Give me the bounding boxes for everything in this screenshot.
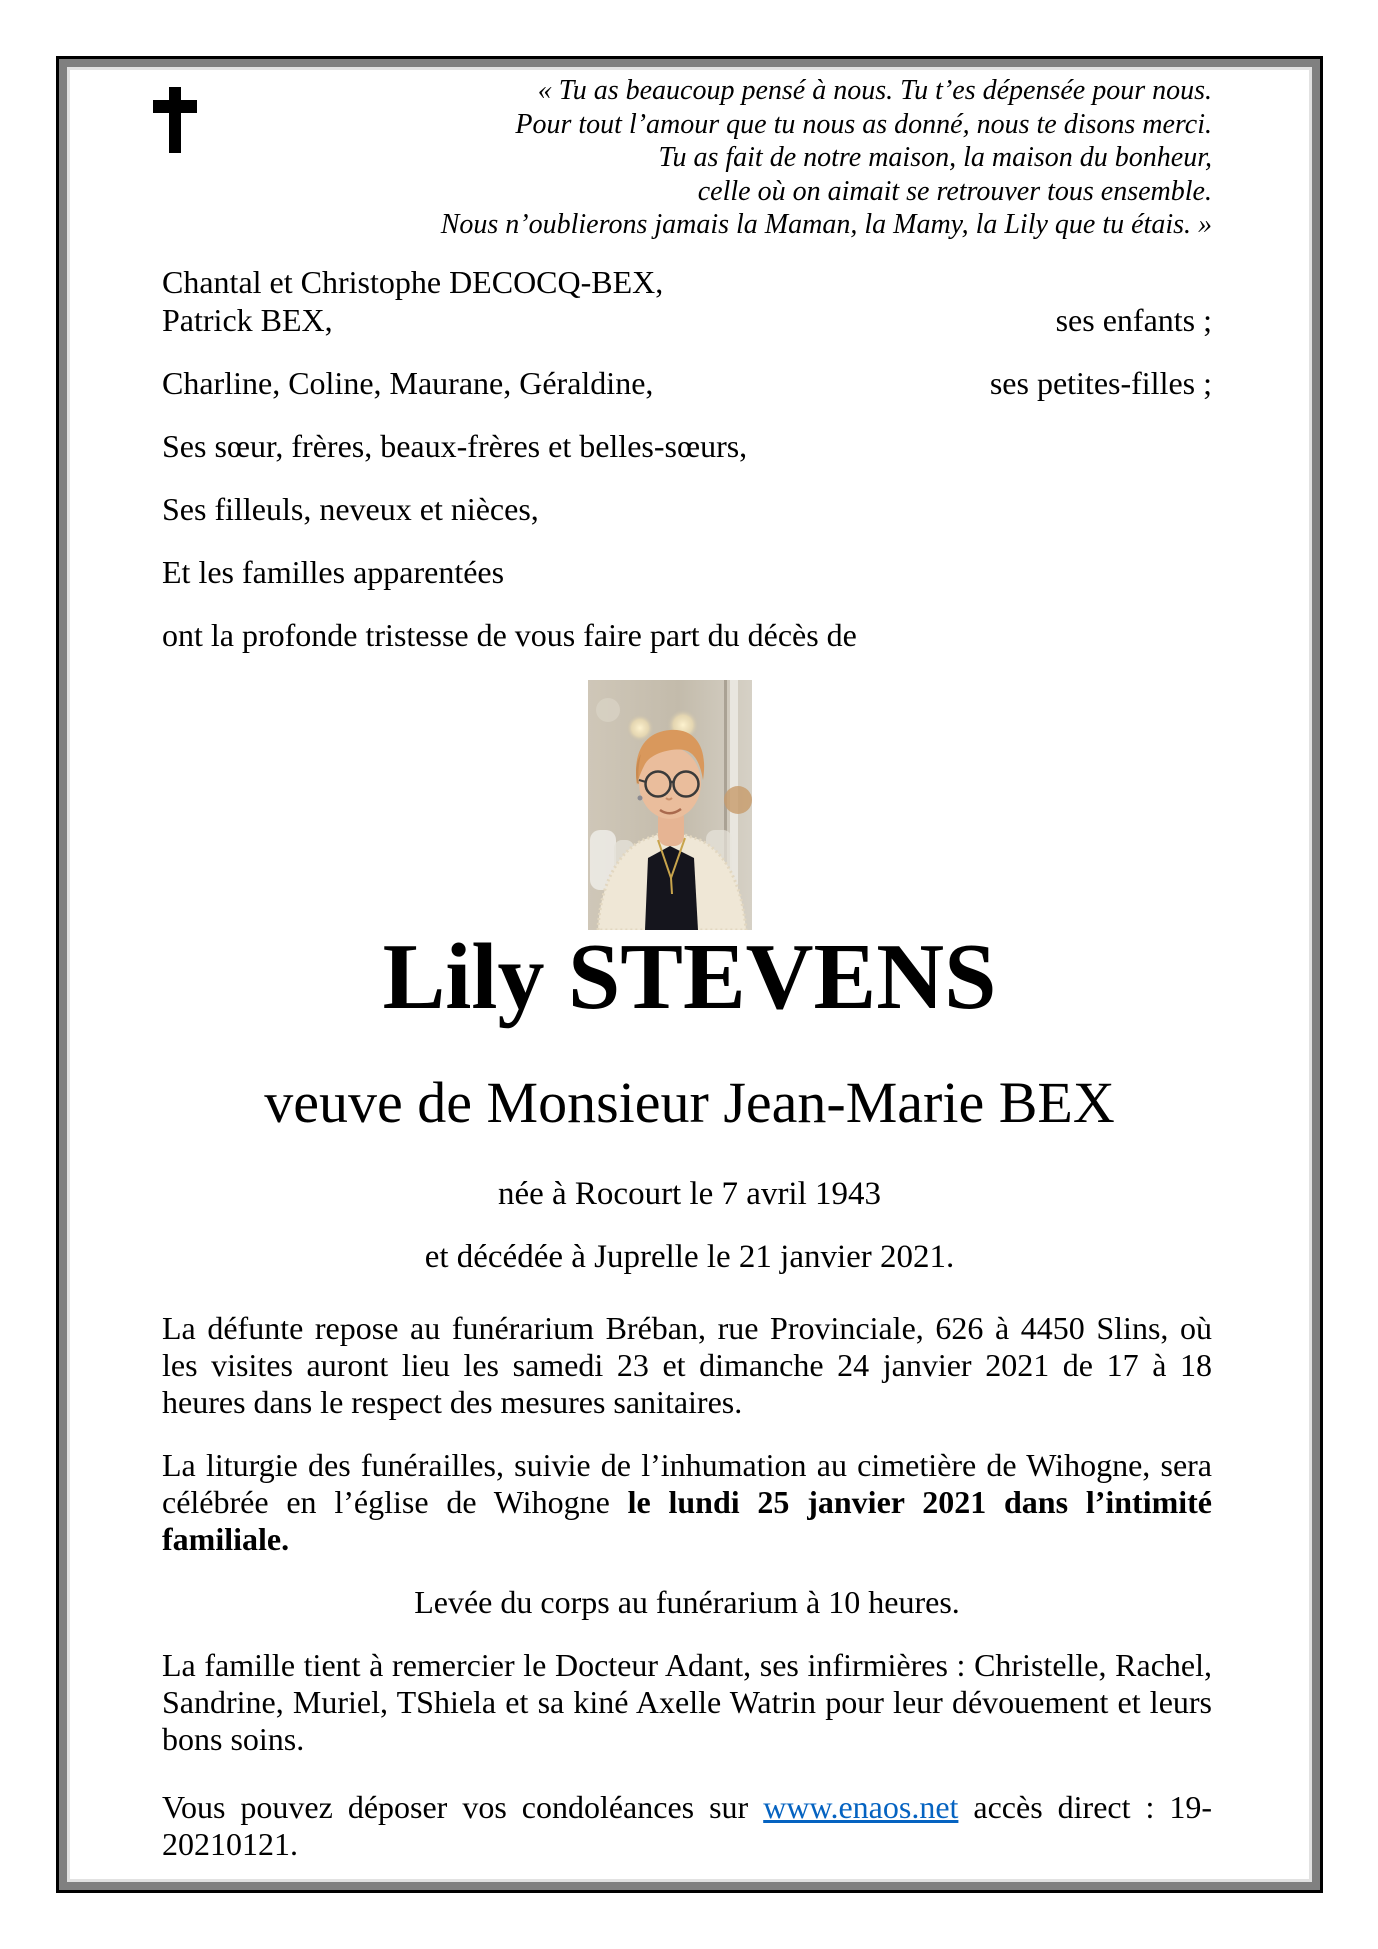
family-names: Ses sœur, frères, beaux-frères et belles-sœurs, (162, 428, 748, 464)
family-names: Et les familles apparentées (162, 554, 505, 590)
widow-line: veuve de Monsieur Jean-Marie BEX (264, 1070, 1115, 1135)
deceased-name: Lily STEVENS (382, 925, 997, 1029)
frame-gray-band (59, 59, 1320, 1890)
family-row (162, 553, 1212, 591)
liturgy-date-bold: le lundi 25 janvier 2021 dans l’intimité familiale. (162, 1484, 1213, 1557)
family-list (162, 263, 1212, 654)
family-names: Ses filleuls, neveux et nièces, (162, 491, 539, 527)
family-row (162, 427, 1212, 465)
condolences-paragraph (162, 1789, 1212, 1863)
announcement-intro-text: ont la profonde tristesse de vous faire part du décès de (162, 617, 857, 653)
family-relation: ses petites-filles ; (989, 365, 1212, 401)
epigraph-line: celle où on aimait se retrouver tous ensemble. (697, 175, 1212, 207)
decorative-frame (56, 56, 1323, 1893)
portrait-photo (588, 680, 752, 930)
epigraph-line: Nous n’oublierons jamais la Maman, la Mamy, la Lily que tu étais. » (440, 209, 1212, 240)
family-names: Patrick BEX, (162, 302, 333, 338)
epigraph-line: « Tu as beaucoup pensé à nous. Tu t’es dépensée pour nous. (537, 75, 1212, 106)
family-row (162, 364, 1212, 402)
epigraph-quote (260, 74, 1212, 242)
family-row (162, 490, 1212, 528)
family-row (162, 301, 1212, 339)
frame-inner-line (67, 67, 1312, 1882)
birth-line: née à Rocourt le 7 avril 1943 (497, 1176, 882, 1212)
family-names: Chantal et Christophe DECOCQ-BEX, (162, 264, 664, 300)
family-relation: ses enfants ; (1055, 302, 1212, 338)
death-line: et décédée à Juprelle le 21 janvier 2021. (424, 1239, 955, 1275)
family-row (162, 263, 1212, 301)
epigraph-line: Pour tout l’amour que tu nous as donné, nous te disons merci. (515, 108, 1212, 140)
liturgy-text: La liturgie des funérailles, suivie de l’inhumation au cimetière de Wihogne, sera célébrée en l’église de Wihogne (162, 1447, 1212, 1520)
family-names: Charline, Coline, Maurane, Géraldine, (162, 365, 654, 401)
enaos-link[interactable]: www.enaos.net (763, 1789, 959, 1825)
liturgy-paragraph (162, 1447, 1212, 1558)
condolences-text: Vous pouvez déposer vos condoléances sur (162, 1789, 764, 1825)
latin-cross-icon (153, 87, 197, 153)
levee-line: Levée du corps au funérarium à 10 heures. (414, 1584, 960, 1620)
announcement-intro-line (162, 616, 1212, 654)
condolences-access-code: accès direct : 19-20210121. (162, 1789, 1213, 1862)
announcement-content (70, 70, 1309, 1879)
repose-paragraph: La défunte repose au funérarium Bréban, rue Provinciale, 626 à 4450 Slins, où les visites auront lieu les samedi 23 et dimanche 24 janvier 2021 de 17 à 18 heures dans le respect des mesures sanitaires. (162, 1310, 1212, 1420)
thanks-paragraph: La famille tient à remercier le Docteur Adant, ses infirmières : Christelle, Rachel, Sandrine, Muriel, TShiela et sa kiné Axelle Watrin pour leur dévouement et leurs bons soins. (162, 1647, 1212, 1757)
epigraph-line: Tu as fait de notre maison, la maison du bonheur, (658, 142, 1212, 173)
